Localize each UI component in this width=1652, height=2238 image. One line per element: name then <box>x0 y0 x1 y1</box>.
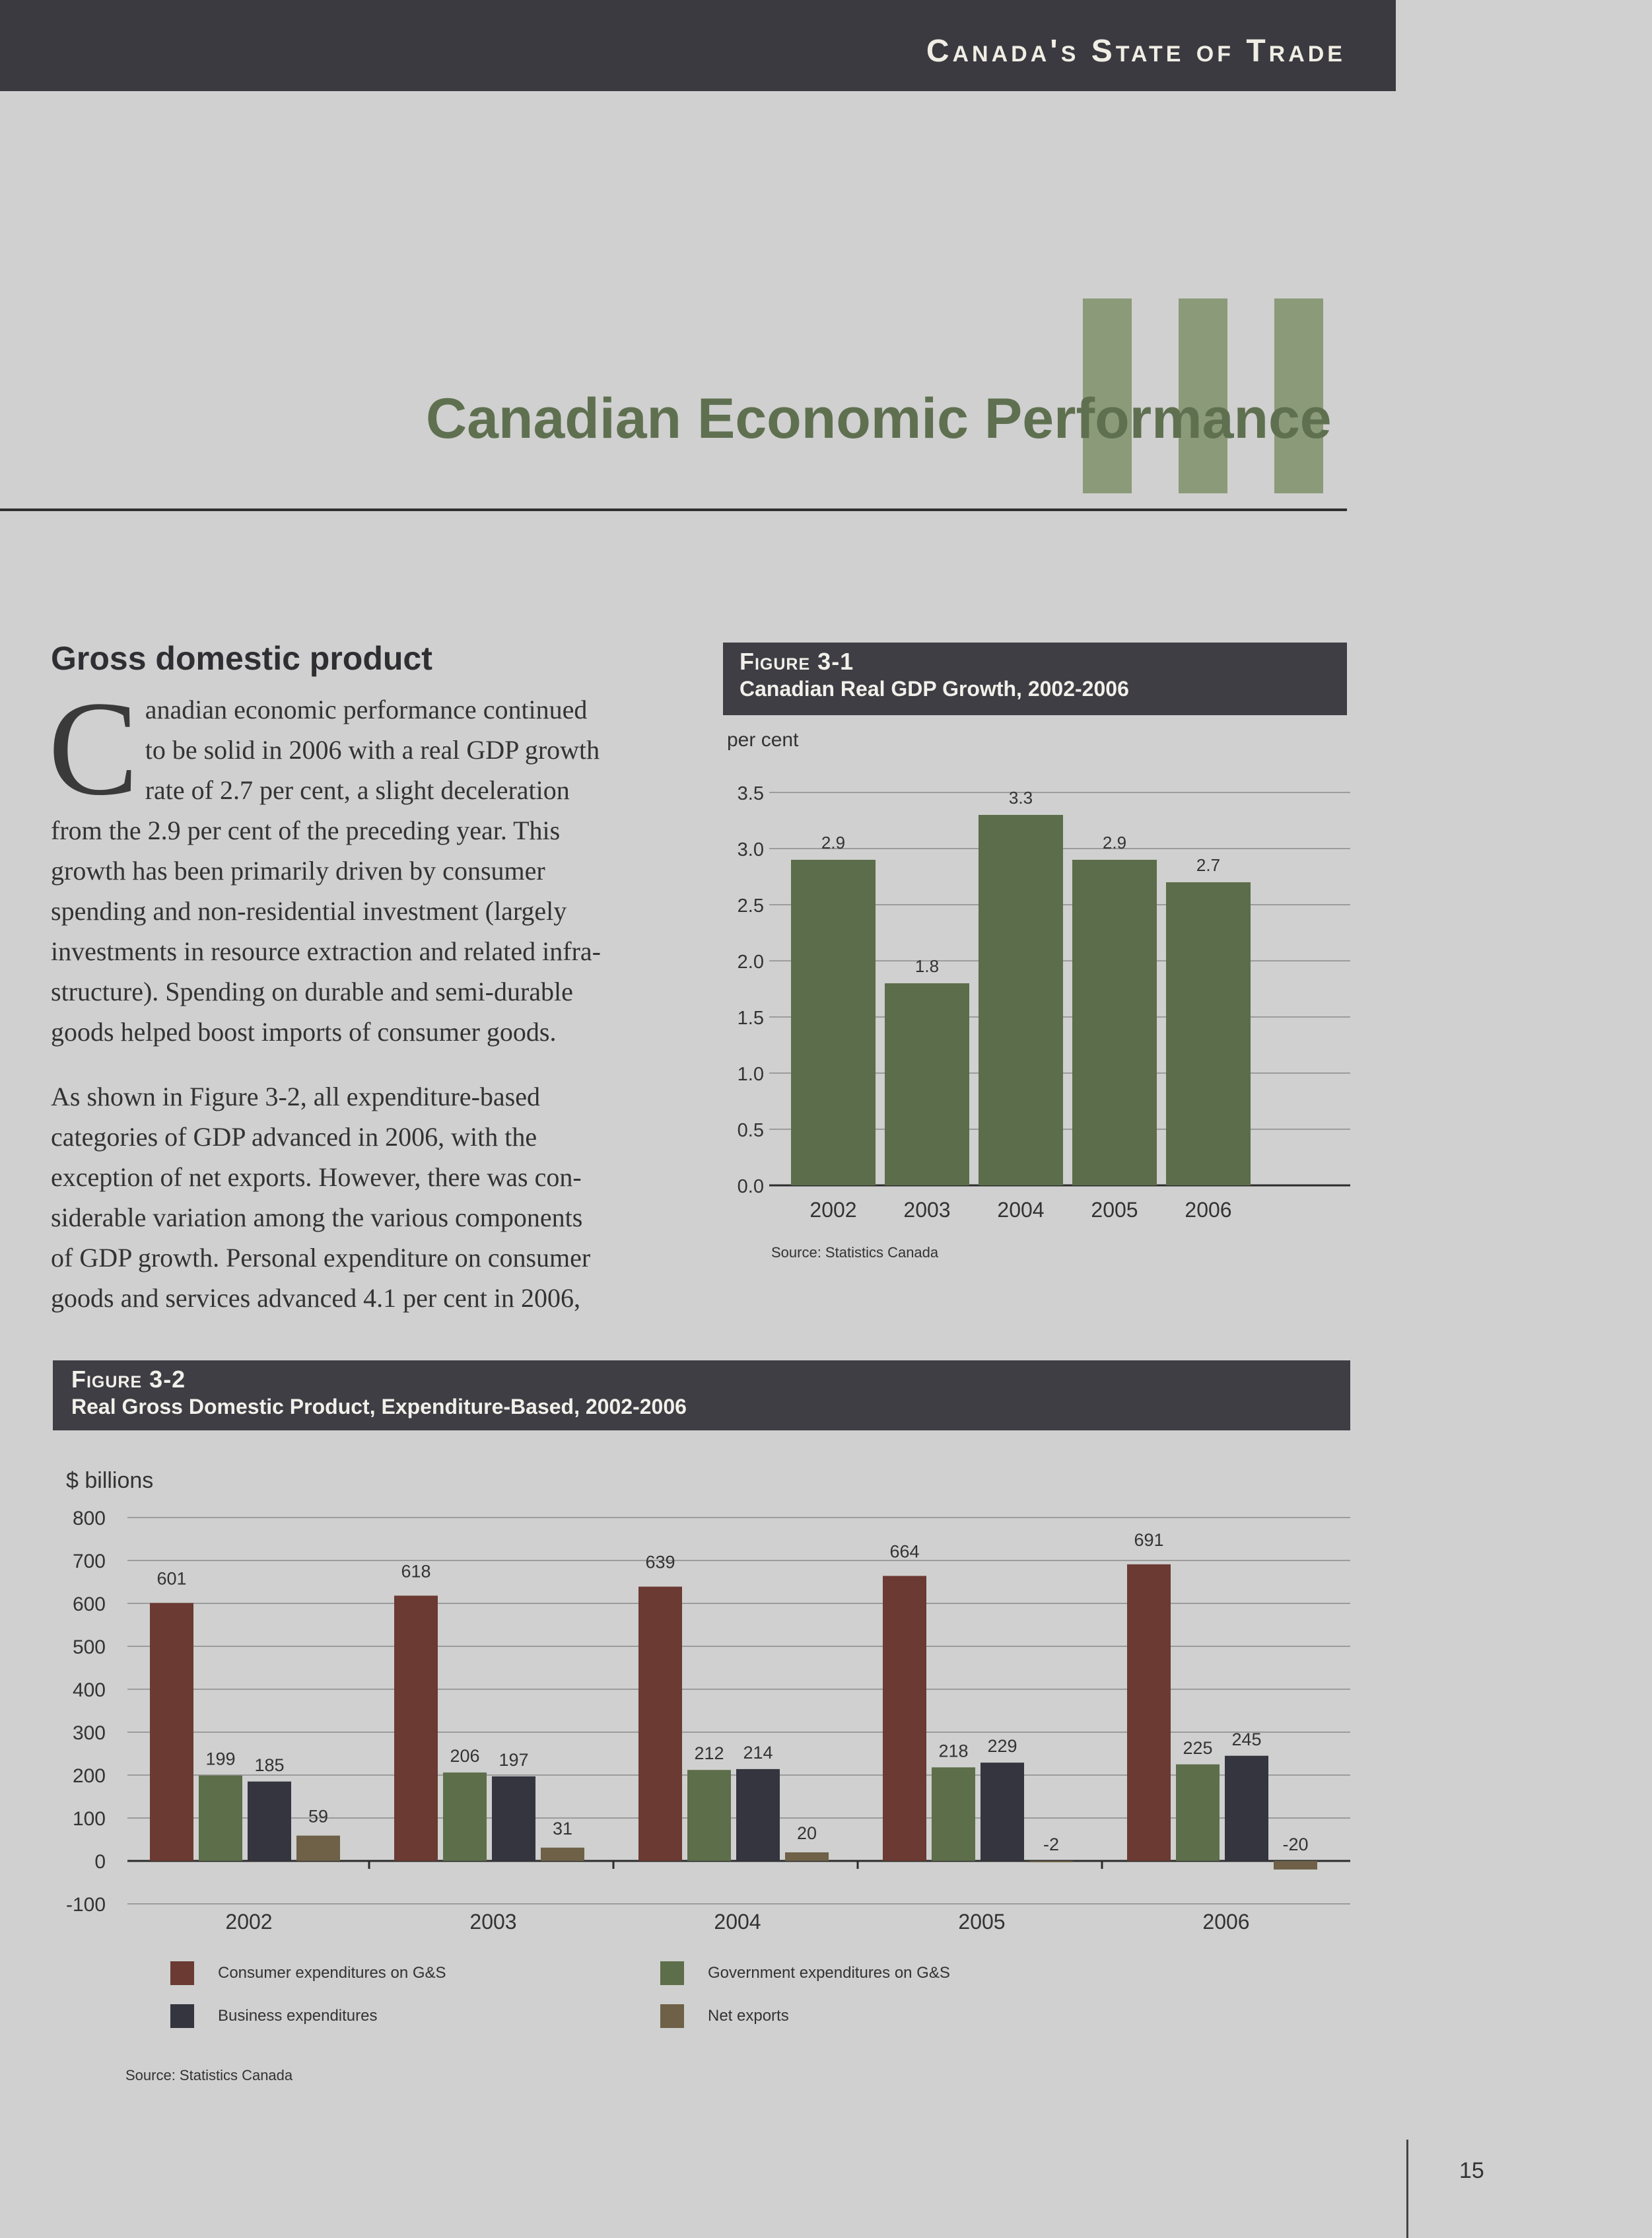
page-number: 15 <box>1459 2158 1484 2183</box>
text-line: investments in resource extraction and related infra- <box>51 936 601 966</box>
x-tick-label: 2004 <box>714 1910 761 1934</box>
data-label: 214 <box>743 1742 773 1763</box>
legend-item-net-exports <box>660 2004 789 2028</box>
text-line: siderable variation among the various components <box>51 1203 583 1232</box>
y-axis-label: per cent <box>727 729 799 751</box>
data-label: -20 <box>1282 1835 1309 1854</box>
figure-2-caption: Real Gross Domestic Product, Expenditure-Based, 2002-2006 <box>71 1395 687 1418</box>
consumer-bar <box>883 1576 926 1861</box>
gdp-bar <box>1166 882 1251 1185</box>
text-line: from the 2.9 per cent of the preceding year. This <box>51 816 561 845</box>
business-bar <box>492 1776 535 1861</box>
figure-1-header <box>723 643 1347 715</box>
consumer-bar <box>1127 1564 1171 1861</box>
y-tick-label: 100 <box>72 1808 106 1830</box>
government-bar <box>932 1767 975 1861</box>
text-line: growth has been primarily driven by consumer <box>51 856 545 886</box>
figure-1-caption: Canadian Real GDP Growth, 2002-2006 <box>740 677 1129 701</box>
figure-1-source: Source: Statistics Canada <box>771 1244 939 1261</box>
data-label: 1.8 <box>914 956 940 976</box>
x-tick-label: 2003 <box>469 1910 517 1934</box>
y-tick-label: 3.5 <box>737 783 764 804</box>
y-tick-label: 1.5 <box>737 1008 764 1029</box>
text-line: spending and non-residential investment (largely <box>51 896 567 926</box>
figure-1-label: Figure 3-1 <box>740 648 854 675</box>
data-label: 212 <box>694 1743 724 1764</box>
business-bar <box>248 1782 291 1861</box>
data-label: 618 <box>401 1561 431 1582</box>
y-tick-label: 1.0 <box>737 1064 764 1085</box>
data-label: 2.7 <box>1196 855 1221 875</box>
x-tick-label: 2003 <box>903 1198 951 1222</box>
data-label: 59 <box>308 1806 329 1827</box>
business-bar <box>1225 1756 1268 1861</box>
legend-swatch <box>660 1961 684 1985</box>
data-label: 664 <box>889 1541 920 1562</box>
data-label: 20 <box>796 1823 817 1843</box>
legend-item-government <box>660 1961 950 1985</box>
text-line: to be solid in 2006 with a real GDP growth <box>145 735 600 765</box>
figure-2-chart <box>53 1453 1357 1934</box>
y-tick-label: 2.5 <box>737 895 764 917</box>
x-tick-label: 2006 <box>1202 1910 1250 1934</box>
y-tick-label: 0.5 <box>737 1120 764 1141</box>
y-tick-label: 3.0 <box>737 839 764 860</box>
data-label: 206 <box>450 1746 480 1766</box>
data-label: 691 <box>1134 1529 1164 1550</box>
y-tick-label: 800 <box>72 1508 106 1529</box>
data-label: 229 <box>987 1736 1017 1757</box>
y-tick-label: 200 <box>72 1765 106 1787</box>
y-tick-label: 500 <box>72 1636 106 1658</box>
y-axis-label: $ billions <box>66 1468 154 1493</box>
legend-label: Government expenditures on G&S <box>708 1964 950 1982</box>
paragraph-1 <box>48 674 658 1052</box>
text-line: As shown in Figure 3-2, all expenditure-based <box>51 1082 540 1111</box>
x-tick-label: 2006 <box>1185 1198 1232 1222</box>
gdp-bar <box>1072 860 1157 1185</box>
legend-swatch <box>170 1961 194 1985</box>
text-line: exception of net exports. However, there was con- <box>51 1162 582 1192</box>
data-label: 197 <box>499 1749 529 1770</box>
net-exports-bar <box>296 1836 340 1861</box>
x-tick-label: 2002 <box>225 1910 273 1934</box>
chapter-divider <box>0 508 1347 511</box>
paragraph-2 <box>51 1076 658 1318</box>
y-tick-label: 700 <box>72 1551 106 1572</box>
net-exports-bar <box>785 1852 829 1861</box>
x-tick-label: 2005 <box>958 1910 1006 1934</box>
dropcap: C <box>48 674 139 823</box>
government-bar <box>443 1772 487 1861</box>
business-bar <box>736 1769 780 1861</box>
gdp-bar <box>979 815 1063 1185</box>
running-header-title: Canada's State of Trade <box>926 34 1346 69</box>
legend-label: Consumer expenditures on G&S <box>218 1964 446 1982</box>
y-tick-label: 0 <box>94 1851 106 1873</box>
net-exports-bar <box>541 1848 584 1861</box>
running-header-bar <box>0 0 1396 91</box>
data-label: -2 <box>1043 1835 1060 1854</box>
y-tick-label: -100 <box>65 1894 106 1916</box>
government-bar <box>1176 1765 1220 1861</box>
net-exports-bar <box>1274 1861 1317 1870</box>
figure-2-header <box>53 1360 1350 1430</box>
legend-swatch <box>170 2004 194 2028</box>
y-tick-label: 400 <box>72 1679 106 1701</box>
text-line: rate of 2.7 per cent, a slight deceleration <box>145 775 570 805</box>
data-label: 225 <box>1183 1737 1213 1758</box>
data-label: 185 <box>254 1755 285 1775</box>
government-bar <box>687 1770 731 1861</box>
text-line: of GDP growth. Personal expenditure on consumer <box>51 1243 591 1273</box>
data-label: 31 <box>552 1818 573 1838</box>
government-bar <box>199 1776 242 1861</box>
y-tick-label: 600 <box>72 1593 106 1615</box>
figure-2-source: Source: Statistics Canada <box>125 2067 293 2083</box>
legend-label: Net exports <box>708 2007 789 2025</box>
text-line: anadian economic performance continued <box>145 695 588 724</box>
legend-swatch <box>660 2004 684 2028</box>
data-label: 2.9 <box>821 833 846 853</box>
text-line: goods helped boost imports of consumer goods. <box>51 1017 557 1047</box>
data-label: 245 <box>1231 1729 1262 1749</box>
net-exports-bar <box>1029 1861 1073 1862</box>
figure-2-label: Figure 3-2 <box>71 1366 186 1393</box>
legend-item-business <box>170 2004 377 2028</box>
section-heading: Gross domestic product <box>51 640 432 677</box>
text-line: goods and services advanced 4.1 per cent in 2006, <box>51 1283 580 1313</box>
gdp-bar <box>791 860 876 1185</box>
consumer-bar <box>150 1603 193 1861</box>
figure-1-chart <box>723 720 1357 1241</box>
chapter-title: Canadian Economic Performance <box>426 387 1332 450</box>
y-tick-label: 0.0 <box>737 1176 764 1197</box>
consumer-bar <box>394 1595 438 1861</box>
legend-item-consumer <box>170 1961 446 1985</box>
text-line: structure). Spending on durable and semi-durable <box>51 977 573 1006</box>
y-tick-label: 2.0 <box>737 952 764 973</box>
text-line: categories of GDP advanced in 2006, with the <box>51 1122 537 1152</box>
business-bar <box>981 1763 1024 1861</box>
x-tick-label: 2004 <box>997 1198 1045 1222</box>
data-label: 199 <box>205 1749 236 1769</box>
x-tick-label: 2005 <box>1091 1198 1138 1222</box>
gdp-bar <box>885 983 969 1185</box>
data-label: 601 <box>156 1568 187 1589</box>
data-label: 639 <box>645 1552 675 1572</box>
data-label: 218 <box>938 1741 969 1761</box>
page-number-rule <box>1406 2140 1408 2238</box>
data-label: 2.9 <box>1102 833 1127 853</box>
data-label: 3.3 <box>1008 788 1033 808</box>
consumer-bar <box>638 1587 682 1861</box>
y-tick-label: 300 <box>72 1722 106 1744</box>
x-tick-label: 2002 <box>809 1198 857 1222</box>
legend-label: Business expenditures <box>218 2007 378 2025</box>
